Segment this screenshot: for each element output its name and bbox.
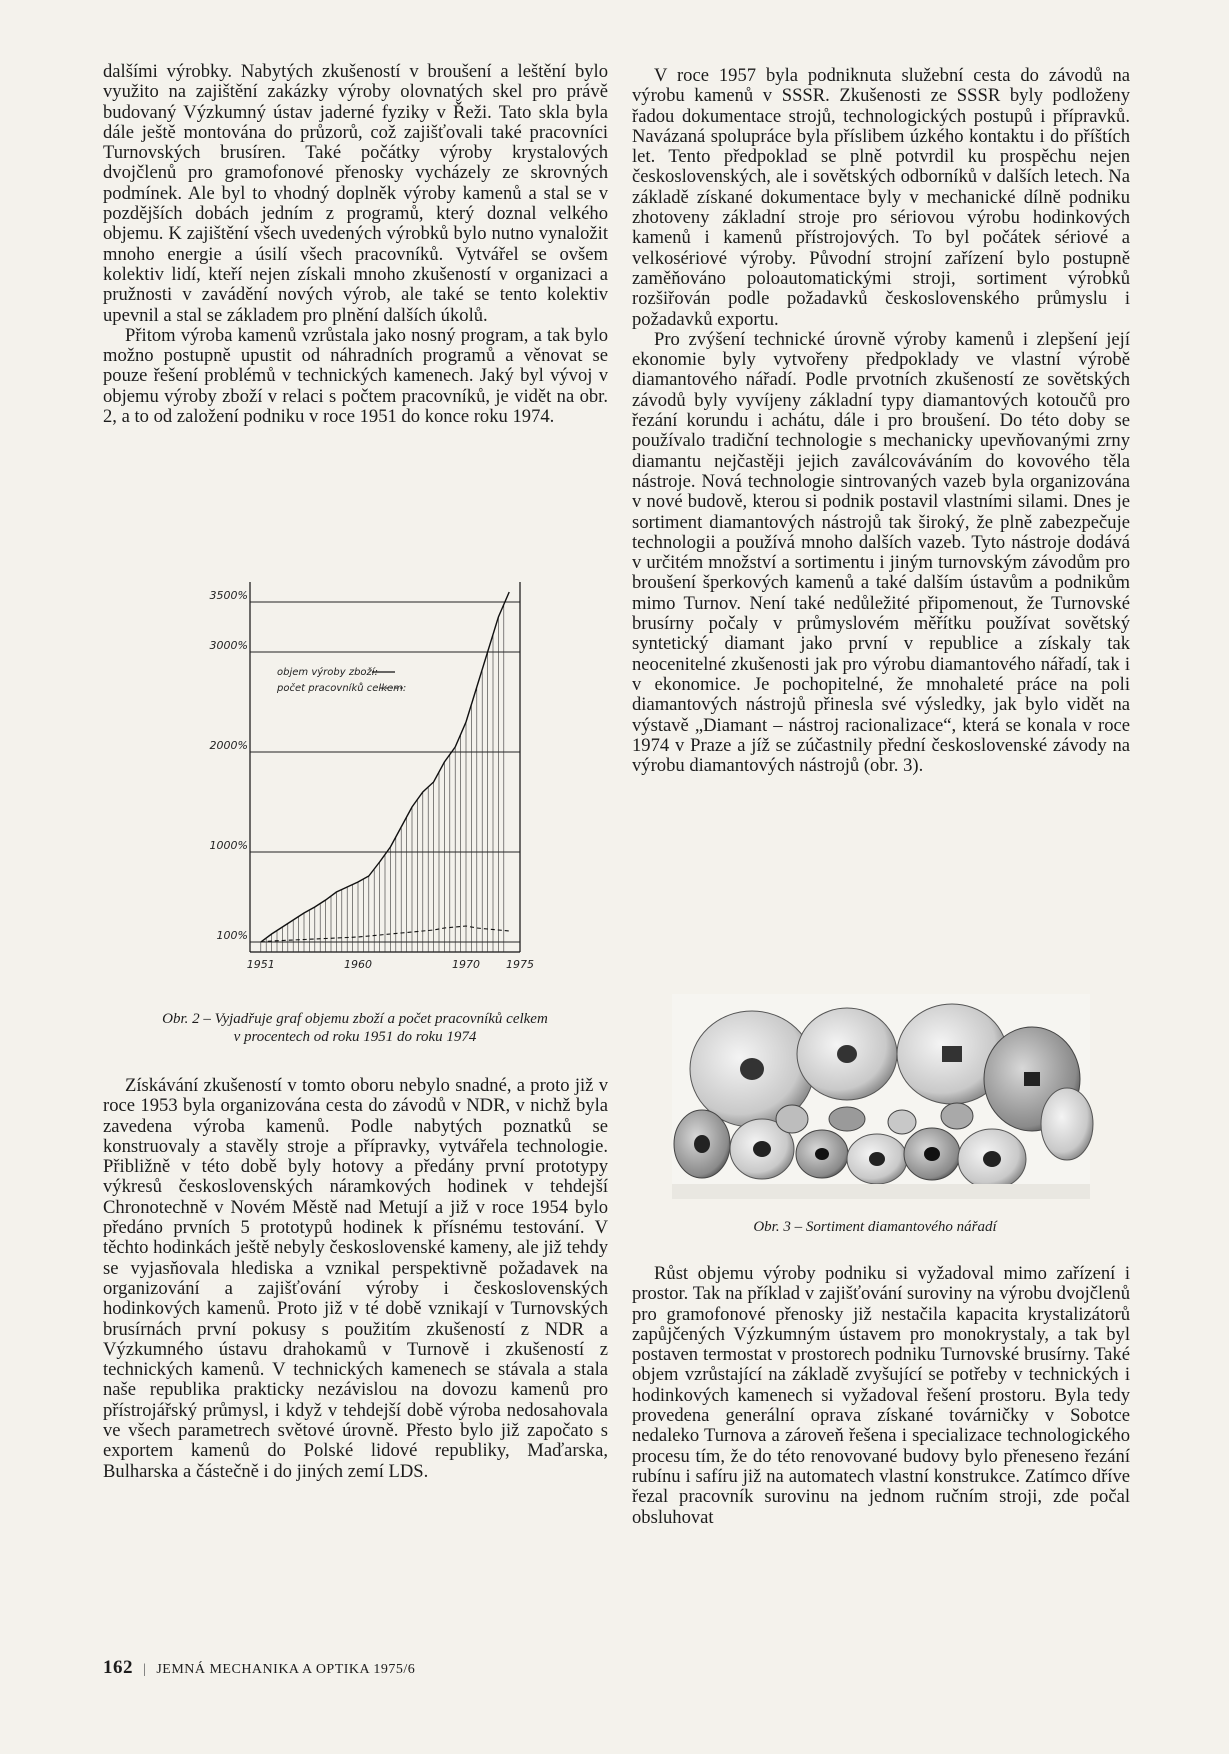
y-tick-label: 3500% [209, 589, 248, 602]
chart-legend [276, 666, 406, 694]
left-column-top [103, 62, 608, 427]
x-tick-label: 1975 [506, 958, 534, 971]
y-tick-label: 2000% [209, 739, 248, 752]
paragraph: Přitom výroba kamenů vzrůstala jako nosný program, a tak bylo možno postupně upustit od náhradních programů a věnovat se pouze řešení problémů v technických kamenech. Jaký byl vývoj v objemu výroby zboží v relaci s počtem pracovníků, je vidět na obr. 2, a to od založení podniku v roce 1951 do konce roku 1974. [103, 324, 608, 428]
paragraph: dalšími výrobky. Nabytých zkušeností v broušení a leštění bylo využito na zajištění zakázky výroby olovnatých skel pro právě budovaný Výzkumný ústav jaderné fyziky v Řeži. Tato skla byla dále ještě montována do průzorů, což zajišťovali také pracovníci Turnovských brusíren. Také počátky výroby krystalových dvojčlenů pro gramofonové přenosky vycházely ze skrovných podmínek. Ale byl to vhodný doplněk výroby kamenů a stal se v pozdějších dobách jedním z programů, který doznal velkého objemu. K zajištění všech uvedených výrobků bylo nutno vynaložit mnoho energie a úsilí všech pracovníků. Vytvářel se ovšem kolektiv lidí, kteří nejen získali mnoho zkušeností v organizaci a pružnosti v zavádění nových výrob, ale také se tento kolektiv upevnil a stal se základem pro plnění dalších úkolů. [103, 61, 608, 326]
y-tick-label: 100% [216, 929, 248, 942]
journal-name: JEMNÁ MECHANIKA A OPTIKA 1975/6 [156, 1662, 416, 1677]
page-footer [103, 1657, 703, 1679]
y-tick-label: 1000% [209, 839, 248, 852]
right-column-bottom [632, 1264, 1130, 1528]
production-chart [209, 570, 534, 990]
paragraph: Získávání zkušeností v tomto oboru nebylo snadné, a proto již v roce 1953 byla organizována cesta do závodů v NDR, v nichž byla zavedena výroba kamenů. Podle nabytých poznatků se konstruovaly a stavěly stroje a přípravky, vytvářela technologie. Přibližně v této době byly hotovy a předány první prototypy výkresů československých náramkových hodinek v tehdejší Chronotechně v Novém Městě nad Metují a již v roce 1954 bylo předáno prvních 5 prototypů hodinek k přísnému testování. V těchto hodinkách ještě nebyly československé kameny, ale již tehdy se vyjasňovala hlediska a vznikal perspektivně požadavek na organizování a zajišťování výroby i československých hodinkových kamenů. Proto již v té době vznikají v Turnovských brusírnách první pokusy s použitím zkušeností z NDR a Výzkumného ústavu drahokamů v Turnově i zkušeností z technických kamenů. V technických kamenech se stávala a stala naše republika prakticky nezávislou na dovozu kamenů pro přístrojářský průmysl, i když v tehdejší době výroba nedosahovala ve všech parametrech světové úrovně. Přesto bylo již započato s exportem kamenů do Polské lidové republiky, Maďarska, Bulharska a částečně i do jiných zemí LDS. [103, 1075, 608, 1482]
y-tick-label: 3000% [209, 639, 248, 652]
x-tick-label: 1960 [344, 958, 372, 971]
figure-2-caption [120, 1010, 590, 1046]
diamond-tools-photo [672, 994, 1090, 1199]
left-column-bottom [103, 1076, 608, 1482]
x-tick-label: 1970 [452, 958, 480, 971]
footer-divider: | [143, 1662, 147, 1677]
caption-line: v procentech od roku 1951 do roku 1974 [233, 1029, 477, 1045]
paragraph: Růst objemu výroby podniku si vyžadoval mimo zařízení i prostor. Tak na příklad v zajišťování suroviny na výrobu dvojčlenů pro gramofonové přenosky již nestačila kapacita krystalizátorů zapůjčených Výzkumným ústavem pro monokrystaly, a tak byl postaven termostat v prostorech podniku Turnovské brusírny. Také objem vzrůstající na základě zvyšující se potřeby v technických i hodinkových kamenech si vyžadoval řešení prostoru. Byla tedy provedena generální oprava získané továrničky v Sobotce nedaleko Turnova a zároveň řešena i specializace technologického procesu tím, že do této renovované budovy bylo přeneseno řezání rubínu i safíru již na automatech vlastní konstrukce. Zatímco dříve řezal pracovník surovinu na jednom ručním stroji, zde počal obsluhovat [632, 1263, 1130, 1528]
legend-entry-production: objem výroby zboží: [277, 667, 378, 678]
right-column-top [632, 66, 1130, 776]
x-tick-label: 1951 [246, 958, 275, 971]
page-number: 162 [103, 1657, 133, 1678]
x-axis-ticks [247, 958, 534, 971]
legend-entry-workers: počet pracovníků celkem: [277, 683, 407, 694]
chart-hatching [261, 605, 504, 953]
paragraph: V roce 1957 byla podniknuta služební cesta do závodů na výrobu kamenů v SSSR. Zkušenosti ze SSSR byly podloženy řadou dokumentace strojů, technologických postupů i přípravků. Navázaná spolupráce byla příslibem úzkého kontaktu i do příštích let. Tento předpoklad se plně potvrdil ku prospěchu nejen československých, ale i sovětských odborníků v dalších letech. Na základě získané dokumentace byly v mechanické dílně podniku zhotoveny základní stroje pro sériovou výrobu hodinkových kamenů i kamenů přístrojových. To byl počátek sériové a velkosériové výroby. Původní strojní zařízení bylo postupně zaměňováno poloautomatickými stroji, sortiment výrobků rozšiřován podle požadavků československého průmyslu i požadavků exportu. [632, 65, 1130, 330]
paragraph: Pro zvýšení technické úrovně výroby kamenů i zlepšení její ekonomie byly vytvořeny předpoklady ve vlastní výrobě diamantového nářadí. Podle prvotních zkušeností ze sovětských závodů byly vyvíjeny základní typy diamantových kotoučů pro řezání korundu i achátu, dále i pro broušení. Do této doby se používalo tradiční technologie s mechanicky upevňovanými zrny diamantu nejčastěji jejich zaválcováváním do kovového těla nástroje. Nová technologie sintrovaných vazeb byla organizována v nové budově, kterou si podnik postavil vlastními silami. Dnes je sortiment diamantových nástrojů tak široký, že plně zabezpečuje technologii a používá mnoho dalších vazeb. Tyto nástroje dodává v určitém množství a sortimentu i jiným turnovským závodům pro broušení šperkových kamenů a také dalším ústavům a podnikům mimo Turnov. Není také nedůležité připomenout, že Turnovské brusírny počaly v průmyslovém měřítku používat sovětský syntetický diamant jako první v republice a získaly tak neocenitelné zkušenosti jak pro výrobu diamantového nářadí, tak i v ekonomice. Je pochopitelné, že mnohaleté práce na poli diamantových nástrojů přinesla své výsledky, jak bylo vidět na výstavě „Diamant – nástroj racionalizace“, která se konala v roce 1974 v Praze a jíž se zúčastnily přední československé závody na výrobu diamantových nástrojů (obr. 3). [632, 328, 1130, 777]
figure-3-caption: Obr. 3 – Sortiment diamantového nářadí [753, 1219, 997, 1235]
caption-line: Obr. 2 – Vyjadřuje graf objemu zboží a počet pracovníků celkem [162, 1011, 548, 1027]
y-axis-ticks [210, 589, 248, 942]
